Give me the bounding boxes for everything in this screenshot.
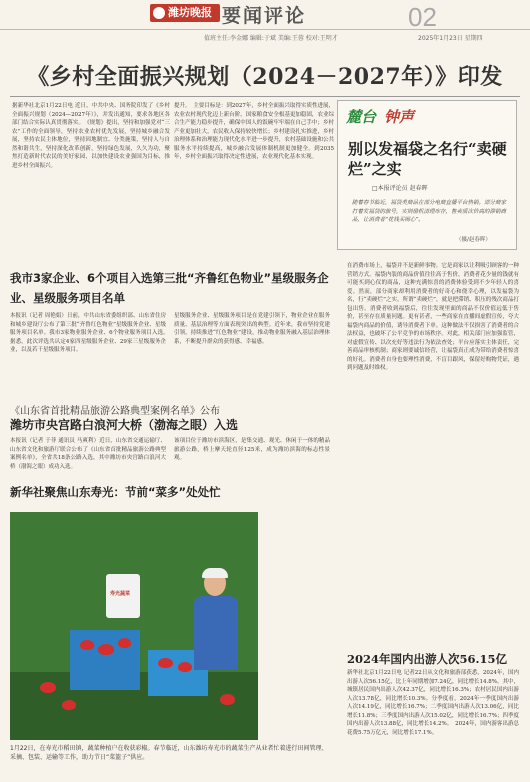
photo-caption: 1月22日，在寿光市稻田镇，蔬菜种植户在收获彩椒。春节临近，山东潍坊寿光市的蔬菜生产从业者忙着进行田间管理、采摘、包装、运输等工作，助力节日“菜篮子”供应。 [10,745,328,761]
travel-story-body: 新华社北京1月22日电 记者22日从文化和旅游部获悉，2024年，国内出游人次56.15亿，比上年同期增加7.24亿，同比增长14.8%。其中，城镇居民国内出游人次42.37亿，同比增长16.3%；农村居民国内出游人次13.78亿，同比增长10.3%。分季度看，2024年一季度国内出游人次14.19亿，同比增长16.7%；二季度国内出游人次13.06亿，同比增长11.8%；三季度国内出游人次15.02亿，同比增长16.7%；四季度国内出游人次13.88亿，同比增长14.2%。 2024年，国内游客出游总花费5.75万亿元，同比增长17.1%。 [347,670,519,736]
page-number: 02 [408,2,437,32]
property-story-column-1: 本报讯（记者 周艳娟）日前，中共山东省委组织部、山东省住房和城乡建设厅公布了第三批“齐鲁红色物业”星级服务企业、星级服务项目名单。我市3家物业服务企业、6个物业服务项目入选。 据悉，此次评选共认定4家四星级服务企业、29家三星级服务企业，以及若干星级服务项目。 [10,313,172,353]
travel-story-headline: 2024年国内出游人次56.15亿 [347,652,508,666]
vegetable-story-headline: 新华社聚焦山东寿光：节前“菜多”处处忙 [10,485,221,499]
commentary-pullquote: 随着春节临近，福袋类商品在部分电商直播平台热销。部分商家打着发福袋的旗号，实则借机清理库存，售卖质次价高的滞销商品，让消费者“花钱买闹心”。 [352,200,507,223]
tourism-story-column-1: 本报讯（记者 于菲 通讯员 马爽利）近日，山东省交通运输厅、山东省文化和旅游厅联合公布了《山东省首批精品旅游公路典型案例名单》，全省共18条公路入选，其中潍坊市央宫路白浪河大桥（渤海之眼）成功入选。 [10,438,166,470]
pepper-icon [98,644,114,655]
news-photo [10,512,258,740]
farmer-hat [202,568,228,578]
tourism-story-kicker: 《山东省首批精品旅游公路典型案例名单》公布 [10,406,220,417]
tourism-story-body [10,437,332,475]
commentary-body: 在消费市场上，福袋并不是新鲜事物。它是商家以让利吸引顾客的一种营销方式。福袋内装的商品价值往往高于售价，消费者花少量的钱就有可能买到心仪的商品，这种充满惊喜的消费体验受到不少年轻人的喜爱。然而，部分商家却利用消费者的好奇心和侥幸心理，以发福袋为名，行“卖硬烂”之实。所谓“卖硬烂”，就是把滞销、积压的残次商品打包出售。消费者收到福袋后，往往发现里面的商品不仅价值远低于售价，甚至存在质量问题。更有甚者，一些商家在直播间虚假宣传，夸大福袋内商品的价值，诱导消费者下单。这种做法不仅损害了消费者的合法权益，也破坏了公平竞争的市场秩序。对此，相关部门应加强监管，对虚假宣传、以次充好等违法行为依法查处；平台应落实主体责任，完善商品审核机制；商家则要诚信经营，让福袋真正成为带给消费者惊喜的好礼。消费者自身也要理性消费，不盲目跟风，保留好购物凭证，遇到问题及时维权。 [347,263,519,371]
bucket-label: 寿光蔬菜 [110,591,131,597]
commentary-title: 别以发福袋之名行“卖硬烂”之实 [348,140,507,178]
tourism-story-headline: 潍坊市央宫路白浪河大桥（渤海之眼）入选 [10,418,239,432]
divider [10,96,520,97]
editor-credits: 值班主任:李金娜 编辑:于斌 美编:王蓉 校对:王明才 [204,35,338,42]
photo-bucket [106,574,140,618]
logo-text: 潍坊晚报 [168,6,212,19]
property-story-headline: 我市3家企业、6个项目入选第三批“齐鲁红色物业”星级服务企业、星级服务项目名单 [10,271,329,305]
newspaper-logo [150,4,220,22]
property-story-column-2: 星级服务企业、星级服务项目是在党建引领下，物业企业在服务质量、基层治理等方面表现突出的典型。近年来，我市坚持党建引领，持续推进“红色物业”建设，推动物业服务融入基层治理体系，不断提升群众的获得感、幸福感。 [174,313,330,345]
lead-article-column-2: 提升。 主要目标是：到2027年，乡村全面振兴取得实质性进展，农业农村现代化迈上新台阶。国家粮食安全根基更加稳固，农业综合生产能力稳步提升，确保中国人的饭碗牢牢端在自己手中；乡村产业更加壮大，农民收入保持较快增长；乡村建设扎实推进，乡村治理体系和治理能力现代化水平进一步提升，农村基础设施和公共服务水平持续提高，城乡融合发展体制机制更加健全。到2035年，乡村全面振兴取得决定性进展，农业现代化基本实现。 [174,103,334,160]
pepper-icon [62,700,76,710]
lead-headline: 《乡村全面振兴规划（2024－2027年）》印发 [27,64,503,90]
section-title: 要闻评论 [222,5,307,27]
commentary-box [337,100,517,250]
pepper-icon [80,640,94,650]
photo-farmer [190,570,240,670]
commentary-byline: □本报评论员 赵春晖 [372,185,428,192]
logo-emblem-icon [153,7,165,19]
issue-date: 2025年1月23日 星期四 [418,35,483,42]
tourism-story-column-2: 该项目位于潍坊市滨海区，是集交通、观光、休闲于一体的精品旅游公路，桥上摩天轮直径125米，成为潍坊滨海的标志性景观。 [174,438,330,461]
column-brand-part-2: 钟声 [384,108,415,126]
property-story-body [10,312,332,390]
meta-line [0,33,530,45]
masthead [0,0,530,30]
pullquote-source: （摄/赵春晖） [456,237,491,243]
lead-article-column-1: 据新华社北京1月22日电 近日，中共中央、国务院印发了《乡村全面振兴规划（2024—2027年）》，并发出通知，要求各地区各部门结合实际认真贯彻落实。 《规划》提出，坚持和加强党对“三农”工作的全面领导，坚持农业农村优先发展，坚持城乡融合发展，坚持农民主体地位，坚持因地制宜、分类施策，坚持人与自然和谐共生，坚持深化改革创新，坚持绿色发展，久久为功，聚焦打造新时代农民的美好家园，以加快建设农业强国为目标，推进乡村全面振兴。 [12,103,170,169]
column-brand [346,106,446,134]
pepper-icon [220,694,235,705]
pepper-icon [118,638,131,648]
pepper-icon [40,682,56,693]
pepper-icon [158,658,173,668]
column-brand-part-1: 麓台 [346,108,377,126]
farmer-body [194,596,238,670]
